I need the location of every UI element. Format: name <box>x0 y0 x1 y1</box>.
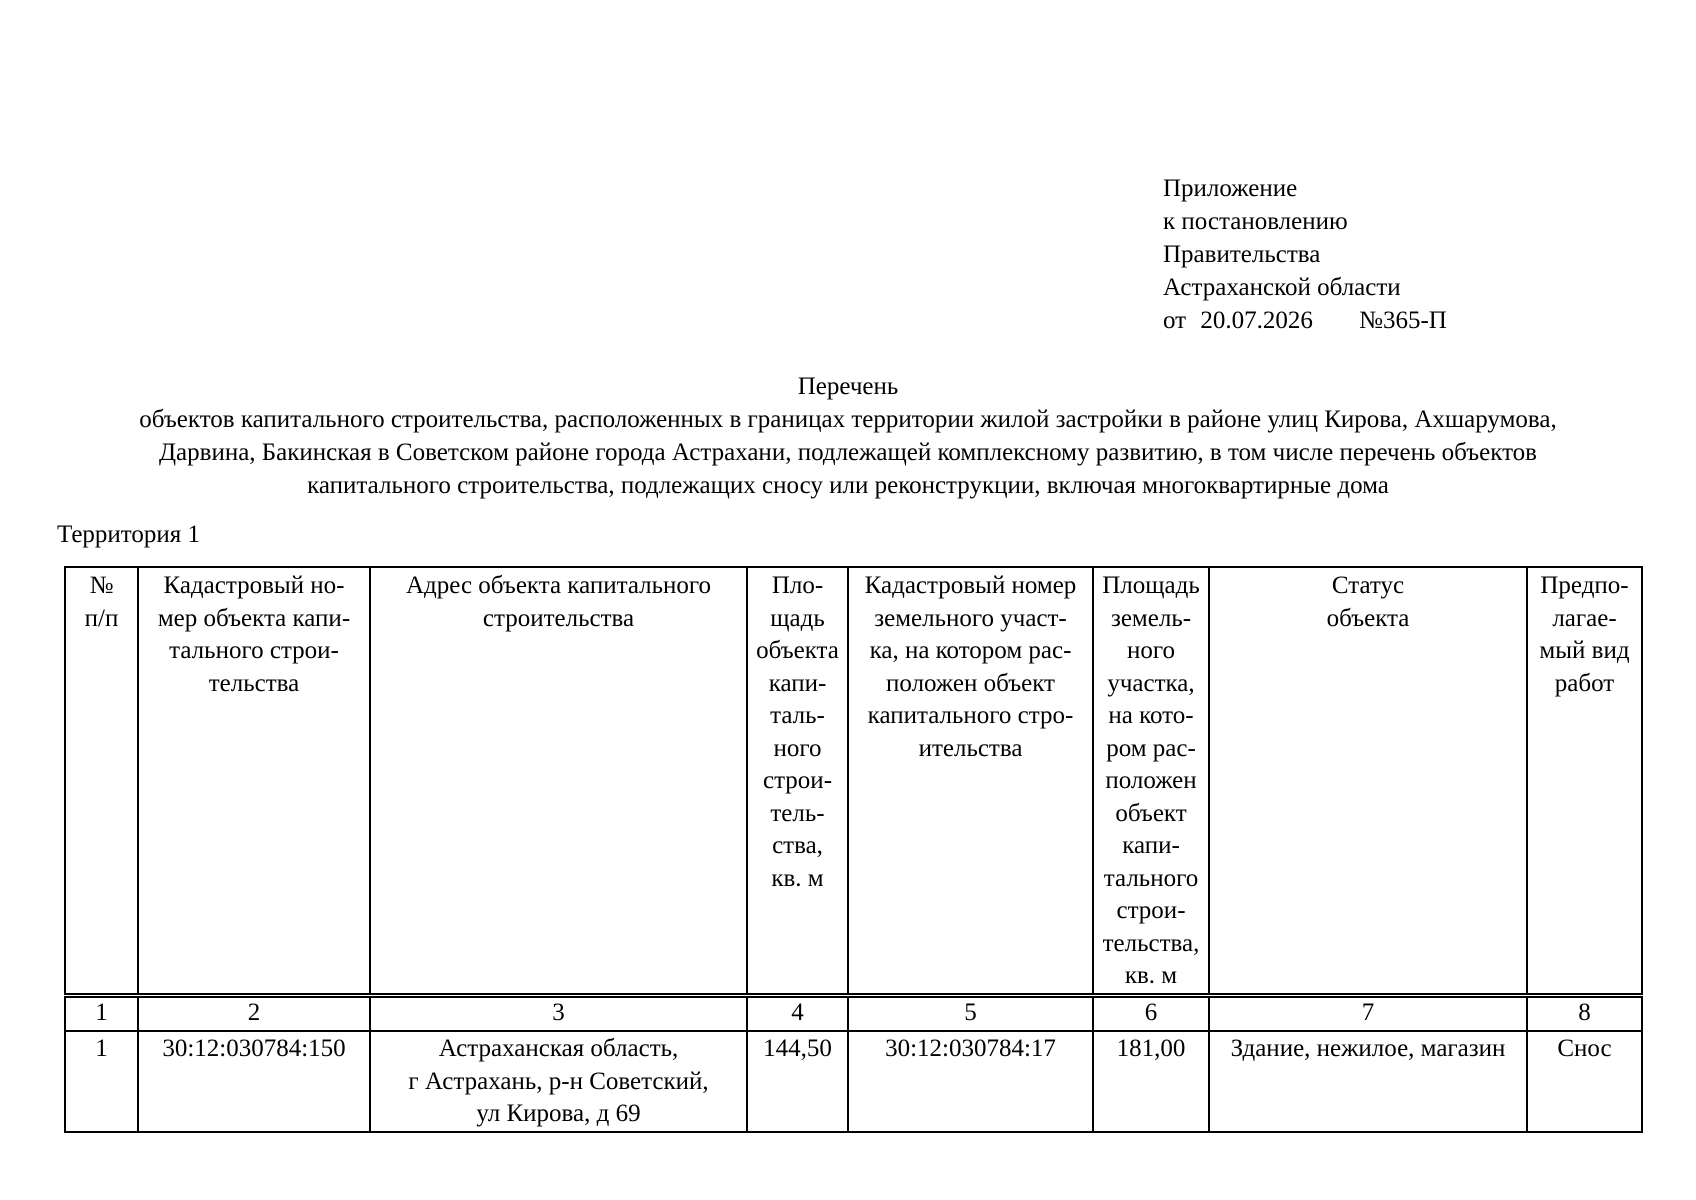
title-line: Дарвина, Бакинская в Советском районе города Астрахани, подлежащей комплексному развитию, в том числе перечень объектов <box>158 439 1537 466</box>
table-header-row <box>65 567 1642 996</box>
decree-number: №365-П <box>1359 307 1447 334</box>
column-number: 4 <box>747 996 848 1032</box>
column-number: 5 <box>848 996 1093 1032</box>
appendix-line: Приложение <box>1163 175 1298 202</box>
column-numbers-row <box>65 996 1642 1032</box>
table-row <box>65 1031 1642 1132</box>
cell-work: Снос <box>1527 1031 1642 1132</box>
header-cell-land-area: Площадь земель- ного участка, на кото- ром рас- положен объект капи- тального строи- тельства, кв. м <box>1093 567 1209 996</box>
cell-status: Здание, нежилое, магазин <box>1209 1031 1527 1132</box>
title-line: капитального строительства, подлежащих сносу или реконструкции, включая многоквартирные дома <box>307 472 1389 499</box>
cell-address: Астраханская область, г Астрахань, р-н Советский, ул Кирова, д 69 <box>370 1031 747 1132</box>
objects-table <box>64 566 1643 1133</box>
header-cell-land-cadastral: Кадастровый номер земельного участ- ка, на котором рас- положен объект капитального стро- ительства <box>848 567 1093 996</box>
title-line: объектов капитального строительства, расположенных в границах территории жилой застройки в районе улиц Кирова, Ахшарумова, <box>139 406 1557 433</box>
header-cell-work: Предпо- лагае- мый вид работ <box>1527 567 1642 996</box>
appendix-block <box>1163 172 1447 337</box>
column-number: 8 <box>1527 996 1642 1032</box>
document-title <box>52 370 1644 502</box>
header-cell-cadastral: Кадастровый но- мер объекта капи- тального строи- тельства <box>138 567 370 996</box>
territory-label: Территория 1 <box>57 521 201 548</box>
cell-number: 1 <box>65 1031 138 1132</box>
header-cell-status: Статус объекта <box>1209 567 1527 996</box>
column-number: 3 <box>370 996 747 1032</box>
column-number: 7 <box>1209 996 1527 1032</box>
column-number: 2 <box>138 996 370 1032</box>
title-heading: Перечень <box>797 373 899 400</box>
appendix-line: Астраханской области <box>1163 274 1401 301</box>
column-number: 1 <box>65 996 138 1032</box>
appendix-line: к постановлению <box>1163 208 1348 235</box>
date-prefix: от <box>1163 307 1187 334</box>
appendix-line: Правительства <box>1163 241 1321 268</box>
cell-land-area: 181,00 <box>1093 1031 1209 1132</box>
cell-land-cadastral: 30:12:030784:17 <box>848 1031 1093 1132</box>
decree-date: 20.07.2026 <box>1200 307 1313 334</box>
column-number: 6 <box>1093 996 1209 1032</box>
appendix-date-line <box>1163 304 1447 337</box>
cell-area: 144,50 <box>747 1031 848 1132</box>
header-cell-address: Адрес объекта капитального строительства <box>370 567 747 996</box>
header-cell-number: № п/п <box>65 567 138 996</box>
cell-cadastral: 30:12:030784:150 <box>138 1031 370 1132</box>
header-cell-area: Пло- щадь объекта капи- таль- ного строи- тель- ства, кв. м <box>747 567 848 996</box>
